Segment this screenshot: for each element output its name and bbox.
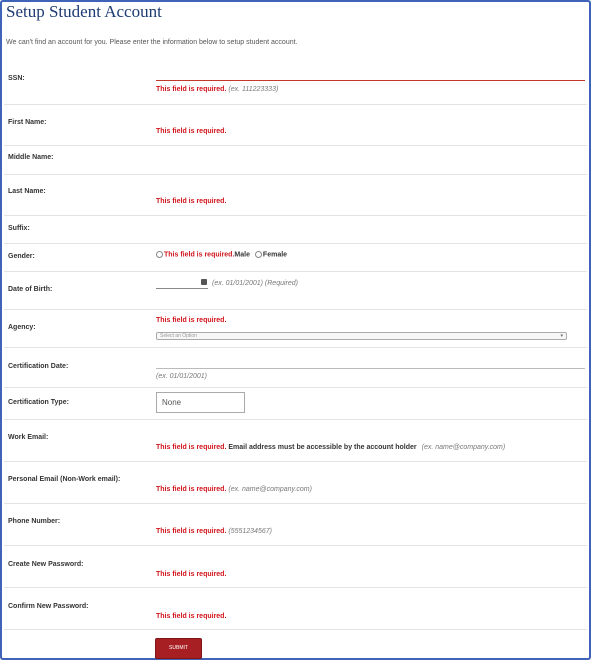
ssn-hint: (ex. 111223333) (228, 86, 279, 93)
phone-row (4, 504, 587, 546)
suffix-row (4, 216, 587, 244)
personal-email-error: This field is required. (ex. name@company.com) (156, 486, 312, 493)
last-name-error: This field is required. (156, 198, 227, 205)
new-password-error: This field is required. (156, 571, 227, 578)
middle-name-input[interactable] (156, 160, 585, 161)
dob-label: Date of Birth: (8, 286, 53, 293)
work-email-row (4, 420, 587, 462)
submit-button[interactable]: SUBMIT (155, 638, 202, 659)
personal-email-label: Personal Email (Non-Work email): (8, 476, 121, 483)
agency-label: Agency: (8, 324, 36, 331)
work-email-hint: (ex. name@company.com) (421, 444, 506, 451)
gender-female-radio[interactable] (255, 251, 262, 258)
gender-error: This field is required. (164, 251, 235, 259)
dob-input[interactable] (156, 288, 208, 289)
agency-error: This field is required. (156, 317, 227, 324)
last-name-label: Last Name: (8, 188, 46, 195)
page-title: Setup Student Account (6, 2, 162, 21)
dob-hint: (ex. 01/01/2001) (Required) (212, 280, 298, 287)
phone-label: Phone Number: (8, 518, 61, 525)
cert-date-label: Certification Date: (8, 363, 69, 370)
ssn-input[interactable] (156, 80, 585, 81)
first-name-input[interactable] (156, 117, 585, 118)
first-name-row (4, 105, 587, 146)
gender-female-label[interactable]: Female (262, 251, 288, 259)
middle-name-label: Middle Name: (8, 154, 54, 161)
confirm-password-row (4, 588, 587, 630)
ssn-error: This field is required. (ex. 111223333) (156, 86, 279, 93)
gender-options (156, 251, 287, 258)
gender-label: Gender: (8, 253, 35, 260)
gender-male-radio[interactable] (156, 251, 163, 258)
agency-select[interactable] (156, 332, 567, 340)
work-email-error: This field is required. Email address must be accessible by the account holder (ex. name@company.com) (156, 444, 506, 451)
phone-error: This field is required. (5551234567) (156, 528, 272, 535)
suffix-input[interactable] (156, 230, 585, 231)
middle-name-row (4, 146, 587, 175)
cert-type-row (4, 388, 587, 420)
personal-email-row (4, 462, 587, 504)
cert-type-input[interactable]: None (156, 392, 245, 413)
suffix-label: Suffix: (8, 225, 30, 232)
new-password-label: Create New Password: (8, 561, 84, 568)
last-name-row (4, 175, 587, 216)
work-email-note: Email address must be accessible by the account holder (228, 444, 417, 451)
first-name-error: This field is required. (156, 128, 227, 135)
work-email-label: Work Email: (8, 434, 49, 441)
last-name-input[interactable] (156, 187, 585, 188)
agency-select-value: Select an Option (160, 333, 197, 339)
gender-row (4, 244, 587, 272)
cert-date-hint: (ex. 01/01/2001) (156, 373, 207, 380)
cert-date-input[interactable] (156, 368, 585, 369)
agency-row (4, 310, 587, 348)
confirm-password-label: Confirm New Password: (8, 603, 89, 610)
first-name-label: First Name: (8, 119, 47, 126)
chevron-down-icon: ▾ (560, 333, 563, 339)
ssn-label: SSN: (8, 75, 25, 82)
dob-row (4, 272, 587, 310)
calendar-icon[interactable] (201, 279, 207, 285)
cert-date-row (4, 348, 587, 388)
intro-text: We can't find an account for you. Please enter the information below to setup student account. (6, 39, 298, 46)
confirm-password-error: This field is required. (156, 613, 227, 620)
phone-hint: (5551234567) (228, 528, 272, 535)
new-password-row (4, 546, 587, 588)
gender-male-label[interactable]: Male (234, 251, 250, 259)
ssn-row (4, 62, 587, 105)
cert-type-label: Certification Type: (8, 399, 69, 406)
personal-email-hint: (ex. name@company.com) (228, 486, 312, 493)
